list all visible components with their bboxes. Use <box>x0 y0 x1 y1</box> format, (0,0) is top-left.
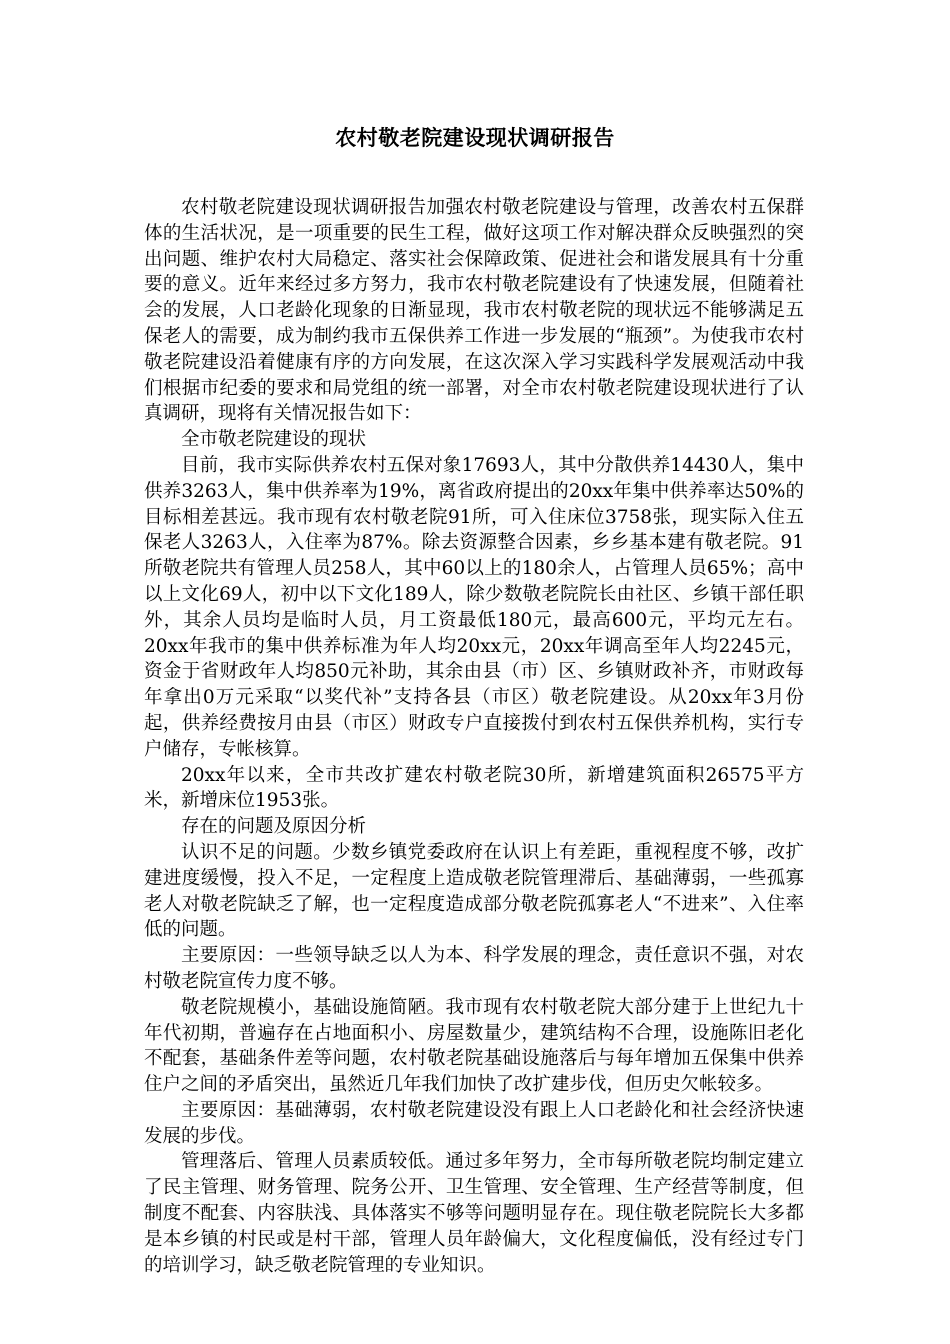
paragraph-current-status: 目前，我市实际供养农村五保对象17693人，其中分散供养14430人，集中供养3263人，集中供养率为19%，离省政府提出的20xx年集中供养率达50%的目标相差甚远。我市现有农村敬老院91所，可入住床位3758张，现实际入住五保老人3263人，入住率为87%。除去资源整合因素，乡乡基本建有敬老院。91所敬老院共有管理人员258人，其中60以上的180余人，占管理人员65%；高中以上文化69人，初中以下文化189人，除少数敬老院院长由社区、乡镇干部任职外，其余人员均是临时人员，月工资最低180元，最高600元，平均元左右。20xx年我市的集中供养标准为年人均20xx元，20xx年调高至年人均2245元，资金于省财政年人均850元补助，其余由县（市）区、乡镇财政补齐，市财政每年拿出0万元采取“以奖代补”支持各县（市区）敬老院建设。从20xx年3月份起，供养经费按月由县（市区）财政专户直接拨付到农村五保供养机构，实行专户储存，专帐核算。 <box>144 454 804 760</box>
paragraph-intro: 农村敬老院建设现状调研报告加强农村敬老院建设与管理，改善农村五保群体的生活状况，是一项重要的民生工程，做好这项工作对解决群众反映强烈的突出问题、维护农村大局稳定、落实社会保障政策、促进社会和谐发展具有十分重要的意义。近年来经过多方努力，我市农村敬老院建设有了快速发展，但随着社会的发展，人口老龄化现象的日渐显现，我市农村敬老院的现状远不能够满足五保老人的需要，成为制约我市五保供养工作进一步发展的“瓶颈”。为使我市农村敬老院建设沿着健康有序的方向发展，在这次深入学习实践科学发展观活动中我们根据市纪委的要求和局党组的统一部署，对全市农村敬老院建设现状进行了认真调研，现将有关情况报告如下： <box>144 197 804 425</box>
paragraph-awareness: 认识不足的问题。少数乡镇党委政府在认识上有差距，重视程度不够，改扩建进度缓慢，投入不足，一定程度上造成敬老院管理滞后、基础薄弱，一些孤寡老人对敬老院缺乏了解，也一定程度造成部分敬老院孤寡老人“不进来”、入住率低的问题。 <box>144 841 804 941</box>
document-body <box>144 195 804 1278</box>
paragraph-expansion: 20xx年以来，全市共改扩建农村敬老院30所，新增建筑面积26575平方米，新增床位1953张。 <box>144 764 804 812</box>
paragraph-cause-2: 主要原因：基础薄弱，农村敬老院建设没有跟上人口老龄化和社会经济快速发展的步伐。 <box>144 1099 804 1147</box>
section-heading-problems: 存在的问题及原因分析 <box>181 816 367 838</box>
section-heading-current-status: 全市敬老院建设的现状 <box>181 429 367 451</box>
paragraph-facilities: 敬老院规模小，基础设施简陋。我市现有农村敬老院大部分建于上世纪九十年代初期，普遍存在占地面积小、房屋数量少，建筑结构不合理，设施陈旧老化不配套，基础条件差等问题，农村敬老院基础设施落后与每年增加五保集中供养住户之间的矛盾突出，虽然近几年我们加快了改扩建步伐，但历史欠帐较多。 <box>144 996 804 1096</box>
paragraph-cause-1: 主要原因：一些领导缺乏以人为本、科学发展的理念，责任意识不强，对农村敬老院宣传力度不够。 <box>144 945 804 992</box>
document-title: 农村敬老院建设现状调研报告 <box>335 125 615 150</box>
paragraph-management: 管理落后、管理人员素质较低。通过多年努力，全市每所敬老院均制定建立了民主管理、财务管理、院务公开、卫生管理、安全管理、生产经营等制度，但制度不配套、内容肤浅、具体落实不够等问题明显存在。现住敬老院院长大多都是本乡镇的村民或是村干部，管理人员年龄偏大，文化程度偏低，没有经过专门的培训学习，缺乏敬老院管理的专业知识。 <box>144 1151 804 1276</box>
